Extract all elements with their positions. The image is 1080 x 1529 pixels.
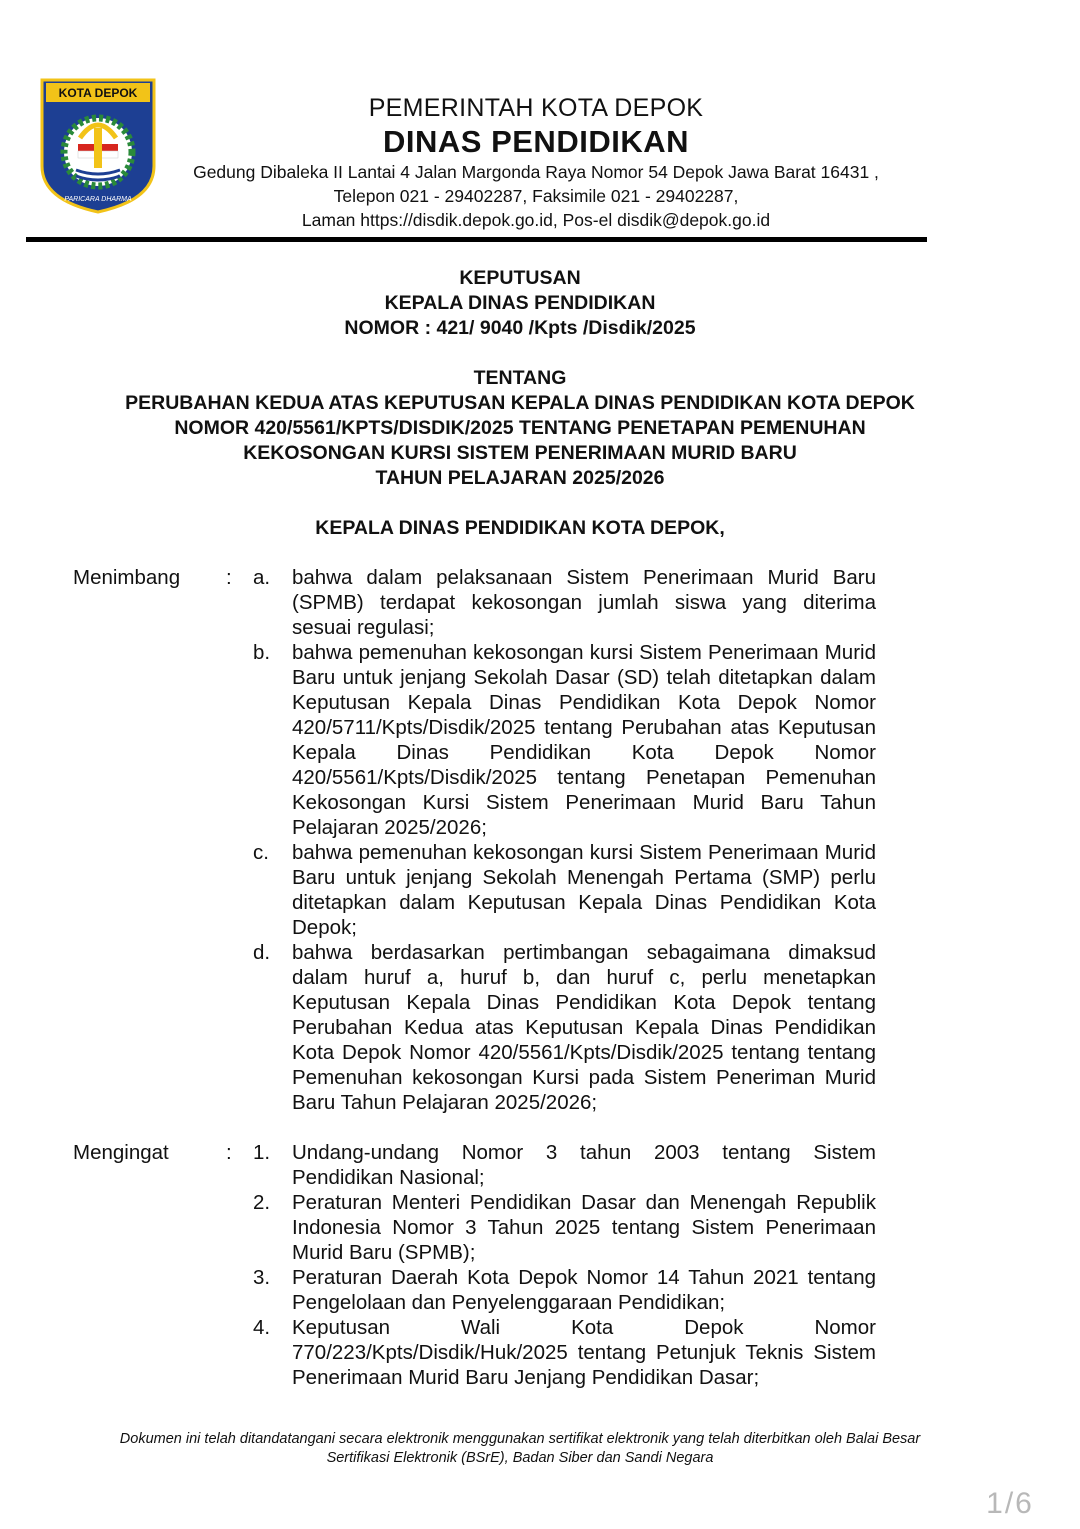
office-web: Laman https://disdik.depok.go.id, Pos-el disdik@depok.go.id — [301, 210, 771, 230]
office-address: Gedung Dibaleka II Lantai 4 Jalan Margonda Raya Nomor 54 Depok Jawa Barat 16431 , — [193, 162, 879, 182]
page-indicator: 1/6 — [986, 1487, 1034, 1520]
item-text: bahwa berdasarkan pertimbangan sebagaimana dimaksud dalam huruf a, huruf b, dan huruf c, perlu menetapkan Keputusan Kepala Dinas Pendidikan Kota Depok tentang Perubahan Kedua atas Keputusan Kepala Dinas Pendidikan Kota Depok Nomor 420/5561/Kpts/Disdik/2025 tentang tentang Pemenuhan kekosongan Kursi pada Sistem Peneriman Murid Baru Tahun Pelajaran 2025/2026; — [292, 941, 876, 1114]
decree-heading: KEPUTUSAN — [459, 267, 581, 289]
item-text: bahwa dalam pelaksanaan Sistem Penerimaan Murid Baru (SPMB) terdapat kekosongan jumlah siswa yang diterima sesuai regulasi; — [292, 566, 876, 639]
section-colon: : — [226, 1141, 232, 1164]
section-label: Menimbang — [73, 566, 181, 589]
item-marker: 1. — [253, 1141, 271, 1164]
mengingat-section — [0, 1140, 1080, 1390]
item-text: Keputusan Wali Kota Depok Nomor 770/223/Kpts/Disdik/Huk/2025 tentang Petunjuk Teknis Sistem Penerimaan Murid Baru Jenjang Pendidikan Dasar; — [292, 1316, 876, 1389]
menimbang-section — [0, 565, 1080, 1115]
section-colon: : — [226, 566, 232, 589]
decree-subject-line: TAHUN PELAJARAN 2025/2026 — [375, 467, 665, 489]
list-item — [253, 1315, 876, 1390]
decree-authority: KEPALA DINAS PENDIDIKAN KOTA DEPOK, — [315, 517, 725, 539]
list-item — [253, 1140, 876, 1190]
office-phone: Telepon 021 - 29402287, Faksimile 021 - 29402287, — [333, 186, 739, 206]
item-text: Peraturan Daerah Kota Depok Nomor 14 Tahun 2021 tentang Pengelolaan dan Penyelenggaraan Pendidikan; — [292, 1266, 876, 1314]
list-item — [253, 1265, 876, 1315]
list-item — [253, 640, 876, 840]
decree-subject-line: NOMOR 420/5561/KPTS/DISDIK/2025 TENTANG PENETAPAN PEMENUHAN — [174, 417, 866, 439]
footer-line: Sertifikasi Elektronik (BSrE), Badan Siber dan Sandi Negara — [326, 1450, 714, 1466]
item-marker: b. — [253, 641, 271, 664]
item-marker: 4. — [253, 1316, 271, 1339]
decree-subject-line: KEKOSONGAN KURSI SISTEM PENERIMAAN MURID BARU — [243, 442, 797, 464]
decree-body — [0, 565, 1080, 1390]
item-marker: c. — [253, 841, 269, 864]
item-text: bahwa pemenuhan kekosongan kursi Sistem Penerimaan Murid Baru untuk jenjang Sekolah Dasar (SD) telah ditetapkan dalam Keputusan Kepala Dinas Pendidikan Kota Depok Nomor 420/5711/Kpts/Disdik/2025 tentang Perubahan atas Keputusan Kepala Dinas Pendidikan Kota Depok Nomor 420/5561/Kpts/Disdik/2025 tentang Penetapan Pemenuhan Kekosongan Kursi Sistem Penerimaan Murid Baru Tahun Pelajaran 2025/2026; — [292, 641, 876, 839]
list-item — [253, 940, 876, 1115]
office-name: DINAS PENDIDIKAN — [383, 124, 689, 159]
decree-issuer: KEPALA DINAS PENDIDIKAN — [384, 292, 656, 314]
item-text: Undang-undang Nomor 3 tahun 2003 tentang Sistem Pendidikan Nasional; — [292, 1141, 876, 1189]
letterhead-divider — [26, 237, 927, 242]
kota-depok-logo — [40, 78, 156, 214]
e-signature-notice — [40, 1430, 1000, 1468]
item-text: bahwa pemenuhan kekosongan kursi Sistem Penerimaan Murid Baru untuk jenjang Sekolah Menengah Pertama (SMP) perlu ditetapkan dalam Keputusan Kepala Dinas Pendidikan Kota Depok; — [292, 841, 876, 939]
decree-number: NOMOR : 421/ 9040 /Kpts /Disdik/2025 — [344, 317, 696, 339]
item-marker: 3. — [253, 1266, 271, 1289]
government-name: PEMERINTAH KOTA DEPOK — [368, 94, 704, 122]
list-item — [253, 840, 876, 940]
footer-line: Dokumen ini telah ditandatangani secara elektronik menggunakan sertifikat elektronik yang telah diterbitkan oleh Balai Besar — [119, 1431, 921, 1447]
list-item — [253, 565, 876, 640]
section-label: Mengingat — [73, 1141, 169, 1164]
item-text: Peraturan Menteri Pendidikan Dasar dan Menengah Republik Indonesia Nomor 3 Tahun 2025 tentang Sistem Penerimaan Murid Baru (SPMB); — [292, 1191, 876, 1264]
decree-title — [40, 266, 1000, 541]
decree-subject-line: PERUBAHAN KEDUA ATAS KEPUTUSAN KEPALA DINAS PENDIDIKAN KOTA DEPOK — [125, 392, 915, 414]
item-marker: 2. — [253, 1191, 271, 1214]
item-marker: a. — [253, 566, 271, 589]
list-item — [253, 1190, 876, 1265]
item-marker: d. — [253, 941, 271, 964]
letterhead — [150, 92, 922, 232]
logo-motto-text: PARICARA DHARMA — [64, 196, 132, 203]
decree-about: TENTANG — [473, 367, 567, 389]
logo-banner-text: KOTA DEPOK — [58, 86, 138, 100]
